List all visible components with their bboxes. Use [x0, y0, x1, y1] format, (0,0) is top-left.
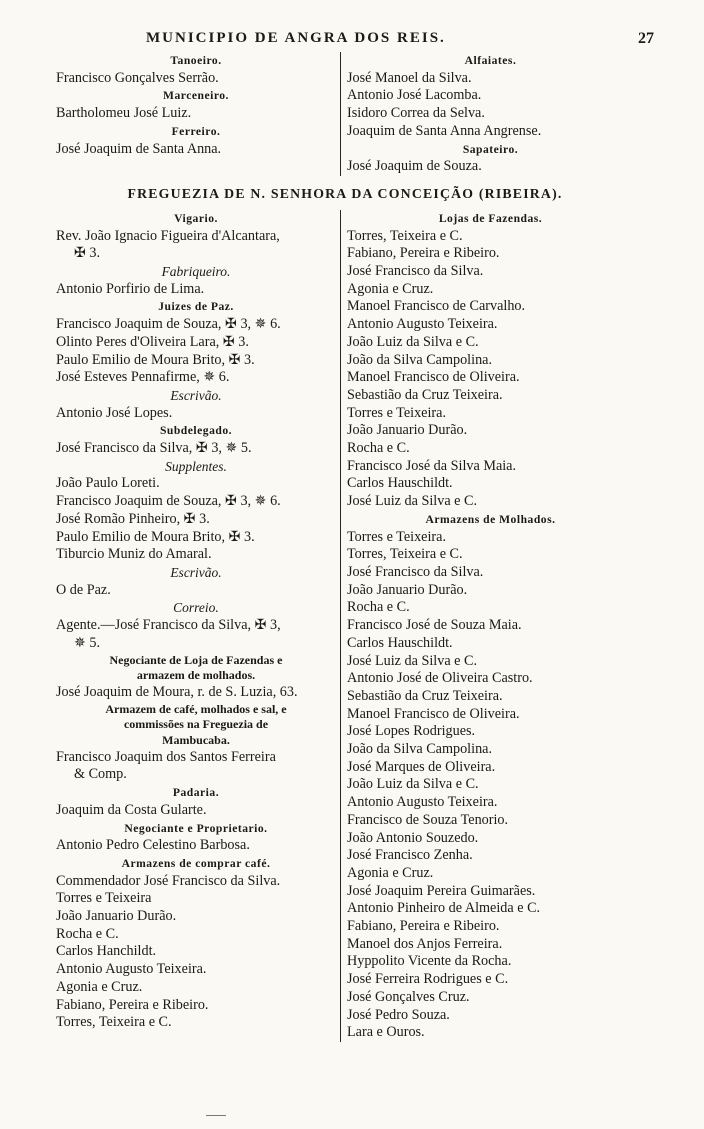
- entry-line: João Luiz da Silva e C.: [347, 333, 479, 350]
- entry-line: João Antonio Souzedo.: [347, 829, 479, 846]
- office-heading: Escrivão.: [170, 387, 222, 403]
- category-heading: Padaria.: [172, 786, 220, 800]
- entry-line: Torres, Teixeira e C.: [347, 227, 463, 244]
- entry-line: Manoel Francisco de Oliveira.: [347, 369, 520, 386]
- entry-line: Agente.—José Francisco da Silva, ✠ 3,: [56, 617, 281, 634]
- page-title: MUNICIPIO DE ANGRA DOS REIS.: [146, 30, 446, 46]
- category-heading: Ferreiro.: [171, 124, 221, 138]
- entry-line: João Januario Durão.: [347, 581, 468, 598]
- entry-line: Rev. João Ignacio Figueira d'Alcantara,: [56, 227, 280, 244]
- entry-line: Antonio José Lopes.: [56, 404, 173, 421]
- entry-line: Paulo Emilio de Moura Brito, ✠ 3.: [56, 528, 255, 545]
- category-heading: Vigario.: [174, 211, 218, 225]
- entry-line: Agonia e Cruz.: [347, 280, 434, 297]
- entry-line: Antonio José Lacomba.: [347, 87, 482, 104]
- entry-line: Rocha e C.: [56, 925, 119, 942]
- entry-line: Sebastião da Cruz Teixeira.: [347, 386, 503, 403]
- entry-continuation: & Comp.: [74, 766, 127, 783]
- entry-line: Torres e Teixeira.: [347, 404, 446, 421]
- entry-line: Torres e Teixeira: [56, 890, 152, 907]
- entry-line: Antonio Augusto Teixeira.: [347, 794, 498, 811]
- entry-line: José Romão Pinheiro, ✠ 3.: [56, 510, 210, 527]
- entry-line: Rocha e C.: [347, 440, 410, 457]
- main-right-column: [340, 210, 634, 1042]
- entry-line: Lara e Ouros.: [347, 1024, 425, 1041]
- office-heading: Escrivão.: [170, 564, 222, 580]
- entry-line: Francisco Joaquim de Souza, ✠ 3, ✵ 6.: [56, 316, 281, 333]
- entry-line: José Ferreira Rodrigues e C.: [347, 971, 509, 988]
- business-heading: armazem de molhados.: [136, 668, 256, 683]
- business-heading: Mambucaba.: [162, 733, 230, 748]
- entry-line: Rocha e C.: [347, 599, 410, 616]
- category-heading: Lojas de Fazendas.: [438, 211, 543, 225]
- entry-line: Joaquim de Santa Anna Angrense.: [347, 122, 542, 139]
- entry-line: José Luiz da Silva e C.: [347, 493, 478, 510]
- entry-line: Torres e Teixeira.: [347, 528, 446, 545]
- entry-line: José Francisco da Silva.: [347, 263, 484, 280]
- office-heading: Correio.: [173, 600, 219, 616]
- entry-line: João Januario Durão.: [56, 908, 177, 925]
- top-left-column: [56, 52, 340, 176]
- entry-line: José Joaquim de Souza.: [347, 158, 482, 175]
- entry-line: José Francisco da Silva.: [347, 563, 484, 580]
- entry-continuation: ✵ 5.: [74, 634, 101, 651]
- entry-line: Carlos Hauschildt.: [347, 634, 453, 651]
- entry-line: João Paulo Loreti.: [56, 475, 160, 492]
- entry-line: Tiburcio Muniz do Amaral.: [56, 546, 212, 563]
- office-heading: Supplentes.: [165, 458, 227, 474]
- entry-line: José Gonçalves Cruz.: [347, 988, 470, 1005]
- entry-line: Paulo Emilio de Moura Brito, ✠ 3.: [56, 351, 255, 368]
- entry-line: Carlos Hauschildt.: [347, 475, 453, 492]
- entry-line: O de Paz.: [56, 581, 111, 598]
- entry-line: Sebastião da Cruz Teixeira.: [347, 687, 503, 704]
- entry-line: João Januario Durão.: [347, 422, 468, 439]
- entry-line: José Francisco da Silva, ✠ 3, ✵ 5.: [56, 440, 252, 457]
- entry-line: Joaquim da Costa Gularte.: [56, 801, 207, 818]
- entry-line: José Luiz da Silva e C.: [347, 652, 478, 669]
- category-heading: Juizes de Paz.: [158, 300, 234, 314]
- entry-line: Carlos Hanchildt.: [56, 943, 157, 960]
- entry-line: Francisco José de Souza Maia.: [347, 617, 522, 634]
- business-heading: Armazem de café, molhados e sal, e: [105, 701, 287, 716]
- entry-line: José Joaquim de Moura, r. de S. Luzia, 63.: [56, 683, 298, 700]
- entry-line: Francisco Gonçalves Serrão.: [56, 69, 219, 86]
- category-heading: Tanoeiro.: [170, 54, 222, 67]
- business-heading: Negociante de Loja de Fazendas e: [109, 652, 283, 667]
- main-left-column: [56, 210, 340, 1042]
- category-heading: Negociante e Proprietario.: [124, 821, 268, 835]
- category-heading: Marceneiro.: [163, 89, 229, 103]
- entry-line: Francisco de Souza Tenorio.: [347, 811, 509, 828]
- entry-line: João Luiz da Silva e C.: [347, 776, 479, 793]
- page-header: [56, 30, 654, 52]
- entry-line: João da Silva Campolina.: [347, 351, 493, 368]
- entry-line: Antonio Augusto Teixeira.: [56, 961, 207, 978]
- entry-line: Fabiano, Pereira e Ribeiro.: [347, 245, 500, 262]
- category-heading: Armazens de Molhados.: [425, 512, 556, 526]
- main-columns: [56, 210, 634, 1042]
- entry-line: José Manoel da Silva.: [347, 69, 472, 86]
- directory-page: [56, 30, 654, 1042]
- entry-line: Fabiano, Pereira e Ribeiro.: [347, 918, 500, 935]
- entry-line: Agonia e Cruz.: [347, 864, 434, 881]
- entry-line: Antonio Porfirio de Lima.: [56, 280, 205, 297]
- entry-line: Manoel Francisco de Oliveira.: [347, 705, 520, 722]
- business-heading: commissões na Freguezia de: [123, 717, 269, 732]
- entry-line: José Lopes Rodrigues.: [347, 723, 476, 740]
- entry-line: Olinto Peres d'Oliveira Lara, ✠ 3.: [56, 333, 249, 350]
- entry-line: Torres, Teixeira e C.: [56, 1014, 172, 1031]
- office-heading: Fabriqueiro.: [161, 264, 231, 280]
- entry-line: João da Silva Campolina.: [347, 741, 493, 758]
- entry-line: José Marques de Oliveira.: [347, 758, 496, 775]
- entry-line: José Pedro Souza.: [347, 1006, 450, 1023]
- category-heading: Armazens de comprar café.: [121, 856, 271, 870]
- entry-line: Isidoro Correa da Selva.: [347, 105, 485, 122]
- section-title: FREGUEZIA DE N. SENHORA DA CONCEIÇÃO (RIBEIRA).: [127, 185, 563, 201]
- top-columns: [56, 52, 634, 176]
- category-heading: Sapateiro.: [462, 142, 519, 156]
- entry-line: Antonio José de Oliveira Castro.: [347, 670, 533, 687]
- entry-line: José Joaquim de Santa Anna.: [56, 140, 222, 157]
- entry-line: Manoel dos Anjos Ferreira.: [347, 935, 503, 952]
- entry-line: Commendador José Francisco da Silva.: [56, 872, 281, 889]
- category-heading: Alfaiates.: [464, 54, 517, 67]
- entry-line: Torres, Teixeira e C.: [347, 546, 463, 563]
- entry-continuation: ✠ 3.: [74, 245, 101, 262]
- entry-line: José Esteves Pennafirme, ✵ 6.: [56, 369, 230, 386]
- entry-line: Francisco Joaquim dos Santos Ferreira: [56, 748, 276, 765]
- entry-line: Fabiano, Pereira e Ribeiro.: [56, 996, 209, 1013]
- entry-line: Bartholomeu José Luiz.: [56, 105, 192, 122]
- entry-line: Hyppolito Vicente da Rocha.: [347, 953, 512, 970]
- entry-line: Agonia e Cruz.: [56, 978, 143, 995]
- entry-line: Antonio Pedro Celestino Barbosa.: [56, 837, 250, 854]
- entry-line: Manoel Francisco de Carvalho.: [347, 298, 526, 315]
- entry-line: Francisco Joaquim de Souza, ✠ 3, ✵ 6.: [56, 493, 281, 510]
- page-number: 27: [638, 30, 654, 47]
- entry-line: Antonio Pinheiro de Almeida e C.: [347, 900, 541, 917]
- footer-mark: [206, 1115, 226, 1116]
- entry-line: José Francisco Zenha.: [347, 847, 473, 864]
- entry-line: Francisco José da Silva Maia.: [347, 457, 517, 474]
- entry-line: José Joaquim Pereira Guimarães.: [347, 882, 536, 899]
- category-heading: Subdelegado.: [159, 424, 233, 438]
- entry-line: Antonio Augusto Teixeira.: [347, 316, 498, 333]
- top-right-column: [340, 52, 634, 176]
